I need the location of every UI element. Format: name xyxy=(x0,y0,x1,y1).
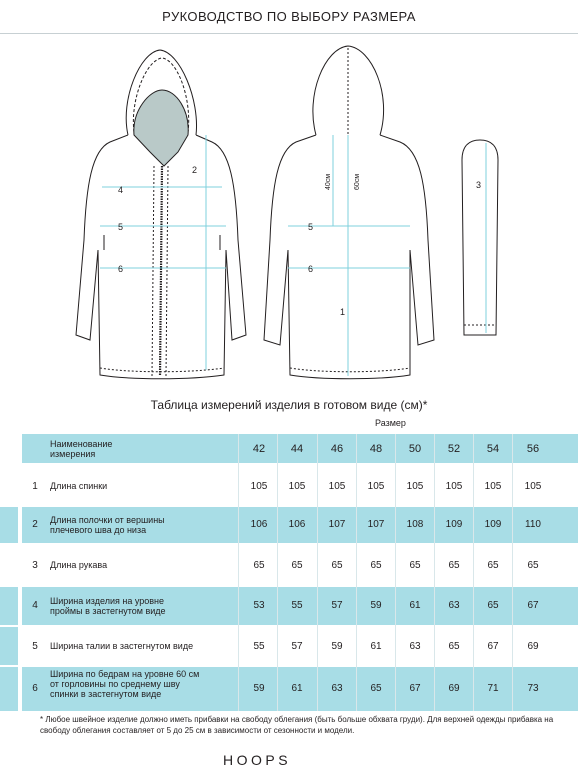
row-value: 105 xyxy=(406,481,424,492)
row-value: 65 xyxy=(527,560,539,571)
footnote: * Любое швейное изделие должно иметь прибавки на свободу облегания (быть больше обхвата груди). Для верхней одежды прибавка на свободу облегания составляет от 5 до 25 см в зависимости от сезонности и модели. xyxy=(40,715,554,735)
table-row xyxy=(0,467,578,505)
row-value: 67 xyxy=(527,600,539,611)
row-value: 108 xyxy=(406,519,424,530)
back-label-6: 6 xyxy=(308,264,314,274)
row-value: 67 xyxy=(409,683,421,694)
size-52: 52 xyxy=(447,443,461,455)
title-divider xyxy=(0,33,578,34)
row-value: 105 xyxy=(484,481,502,492)
back-label-1: 1 xyxy=(340,307,346,317)
column-divider xyxy=(395,434,396,711)
size-44: 44 xyxy=(290,443,304,455)
row-value: 105 xyxy=(524,481,542,492)
back-body xyxy=(264,135,434,379)
row-value: 63 xyxy=(331,683,343,694)
table-title: Таблица измерений изделия в готовом виде (см)* xyxy=(150,398,428,412)
row-number: 2 xyxy=(32,519,38,530)
row-value: 107 xyxy=(367,519,385,530)
header-name: Наименование измерения xyxy=(50,439,113,459)
page-title: РУКОВОДСТВО ПО ВЫБОРУ РАЗМЕРА xyxy=(162,9,416,24)
back-label-5: 5 xyxy=(308,222,314,232)
column-divider xyxy=(473,434,474,711)
front-label-6: 6 xyxy=(118,264,124,274)
row-value: 105 xyxy=(328,481,346,492)
column-divider xyxy=(317,434,318,711)
row-name: Длина спинки xyxy=(50,481,108,491)
row-number: 3 xyxy=(32,560,38,571)
row-value: 65 xyxy=(253,560,265,571)
row-value: 73 xyxy=(527,683,539,694)
row-value: 109 xyxy=(445,519,463,530)
brand-logo: HOOPS xyxy=(223,752,292,768)
front-label-2: 2 xyxy=(192,165,198,175)
row-value: 65 xyxy=(448,560,460,571)
size-46: 46 xyxy=(330,443,344,455)
column-divider xyxy=(512,434,513,711)
back-vlabel-60: 60см xyxy=(354,173,361,190)
row-value: 105 xyxy=(288,481,306,492)
table-row xyxy=(0,507,578,543)
row-value: 57 xyxy=(291,641,303,652)
size-48: 48 xyxy=(369,443,383,455)
row-name: Длина рукава xyxy=(50,560,108,570)
table-row xyxy=(0,587,578,625)
back-vlabel-40: 40см xyxy=(325,173,332,190)
row-value: 59 xyxy=(253,683,265,694)
row-value: 61 xyxy=(409,600,421,611)
size-54: 54 xyxy=(486,443,500,455)
row-value: 59 xyxy=(331,641,343,652)
row-value: 63 xyxy=(448,600,460,611)
row-value: 59 xyxy=(370,600,382,611)
size-56: 56 xyxy=(526,443,540,455)
row-value: 53 xyxy=(253,600,265,611)
row-value: 109 xyxy=(484,519,502,530)
row-value: 65 xyxy=(409,560,421,571)
row-value: 69 xyxy=(448,683,460,694)
row-value: 65 xyxy=(331,560,343,571)
row-value: 65 xyxy=(291,560,303,571)
row-value: 105 xyxy=(445,481,463,492)
front-zipper xyxy=(160,166,162,376)
row-number: 1 xyxy=(32,481,38,492)
table-row xyxy=(0,627,578,665)
row-value: 65 xyxy=(370,560,382,571)
size-caption: Размер xyxy=(375,418,406,428)
row-value: 57 xyxy=(331,600,343,611)
row-value: 65 xyxy=(487,560,499,571)
front-placket-right xyxy=(166,166,168,376)
row-value: 107 xyxy=(328,519,346,530)
size-50: 50 xyxy=(408,443,422,455)
front-label-4: 4 xyxy=(118,185,124,195)
front-label-5: 5 xyxy=(118,222,124,232)
row-value: 110 xyxy=(525,519,541,530)
row-value: 67 xyxy=(487,641,499,652)
front-hood-opening xyxy=(134,90,188,166)
size-42: 42 xyxy=(252,443,266,455)
row-value: 69 xyxy=(527,641,539,652)
row-value: 106 xyxy=(288,519,306,530)
row-value: 65 xyxy=(487,600,499,611)
row-value: 61 xyxy=(370,641,382,652)
front-placket-left xyxy=(152,166,154,376)
sleeve-outline xyxy=(462,140,498,335)
table-header-row xyxy=(0,434,578,463)
row-value: 63 xyxy=(409,641,421,652)
row-value: 61 xyxy=(291,683,303,694)
table-row xyxy=(0,545,578,585)
table-row xyxy=(0,667,578,711)
row-value: 65 xyxy=(370,683,382,694)
row-value: 106 xyxy=(250,519,268,530)
sleeve-label-3: 3 xyxy=(476,180,482,190)
column-divider xyxy=(356,434,357,711)
row-value: 55 xyxy=(291,600,303,611)
jacket-sketch xyxy=(0,40,578,390)
row-value: 55 xyxy=(253,641,265,652)
row-number: 4 xyxy=(32,600,38,611)
row-value: 65 xyxy=(448,641,460,652)
front-hem xyxy=(100,368,224,372)
row-name: Ширина по бедрам на уровне 60 см от горловины по среднему шву спинки в застегнутом виде xyxy=(50,669,200,699)
back-hem xyxy=(290,368,410,372)
column-divider xyxy=(434,434,435,711)
row-name: Ширина изделия на уровне проймы в застегнутом виде xyxy=(50,596,166,616)
row-value: 71 xyxy=(487,683,499,694)
column-divider xyxy=(238,434,239,711)
row-name: Ширина талии в застегнутом виде xyxy=(50,641,194,651)
row-name: Длина полочки от вершины плечевого шва до низа xyxy=(50,515,165,535)
row-value: 105 xyxy=(250,481,268,492)
row-number: 5 xyxy=(32,641,38,652)
row-value: 105 xyxy=(367,481,385,492)
column-divider xyxy=(277,434,278,711)
row-number: 6 xyxy=(32,683,38,694)
